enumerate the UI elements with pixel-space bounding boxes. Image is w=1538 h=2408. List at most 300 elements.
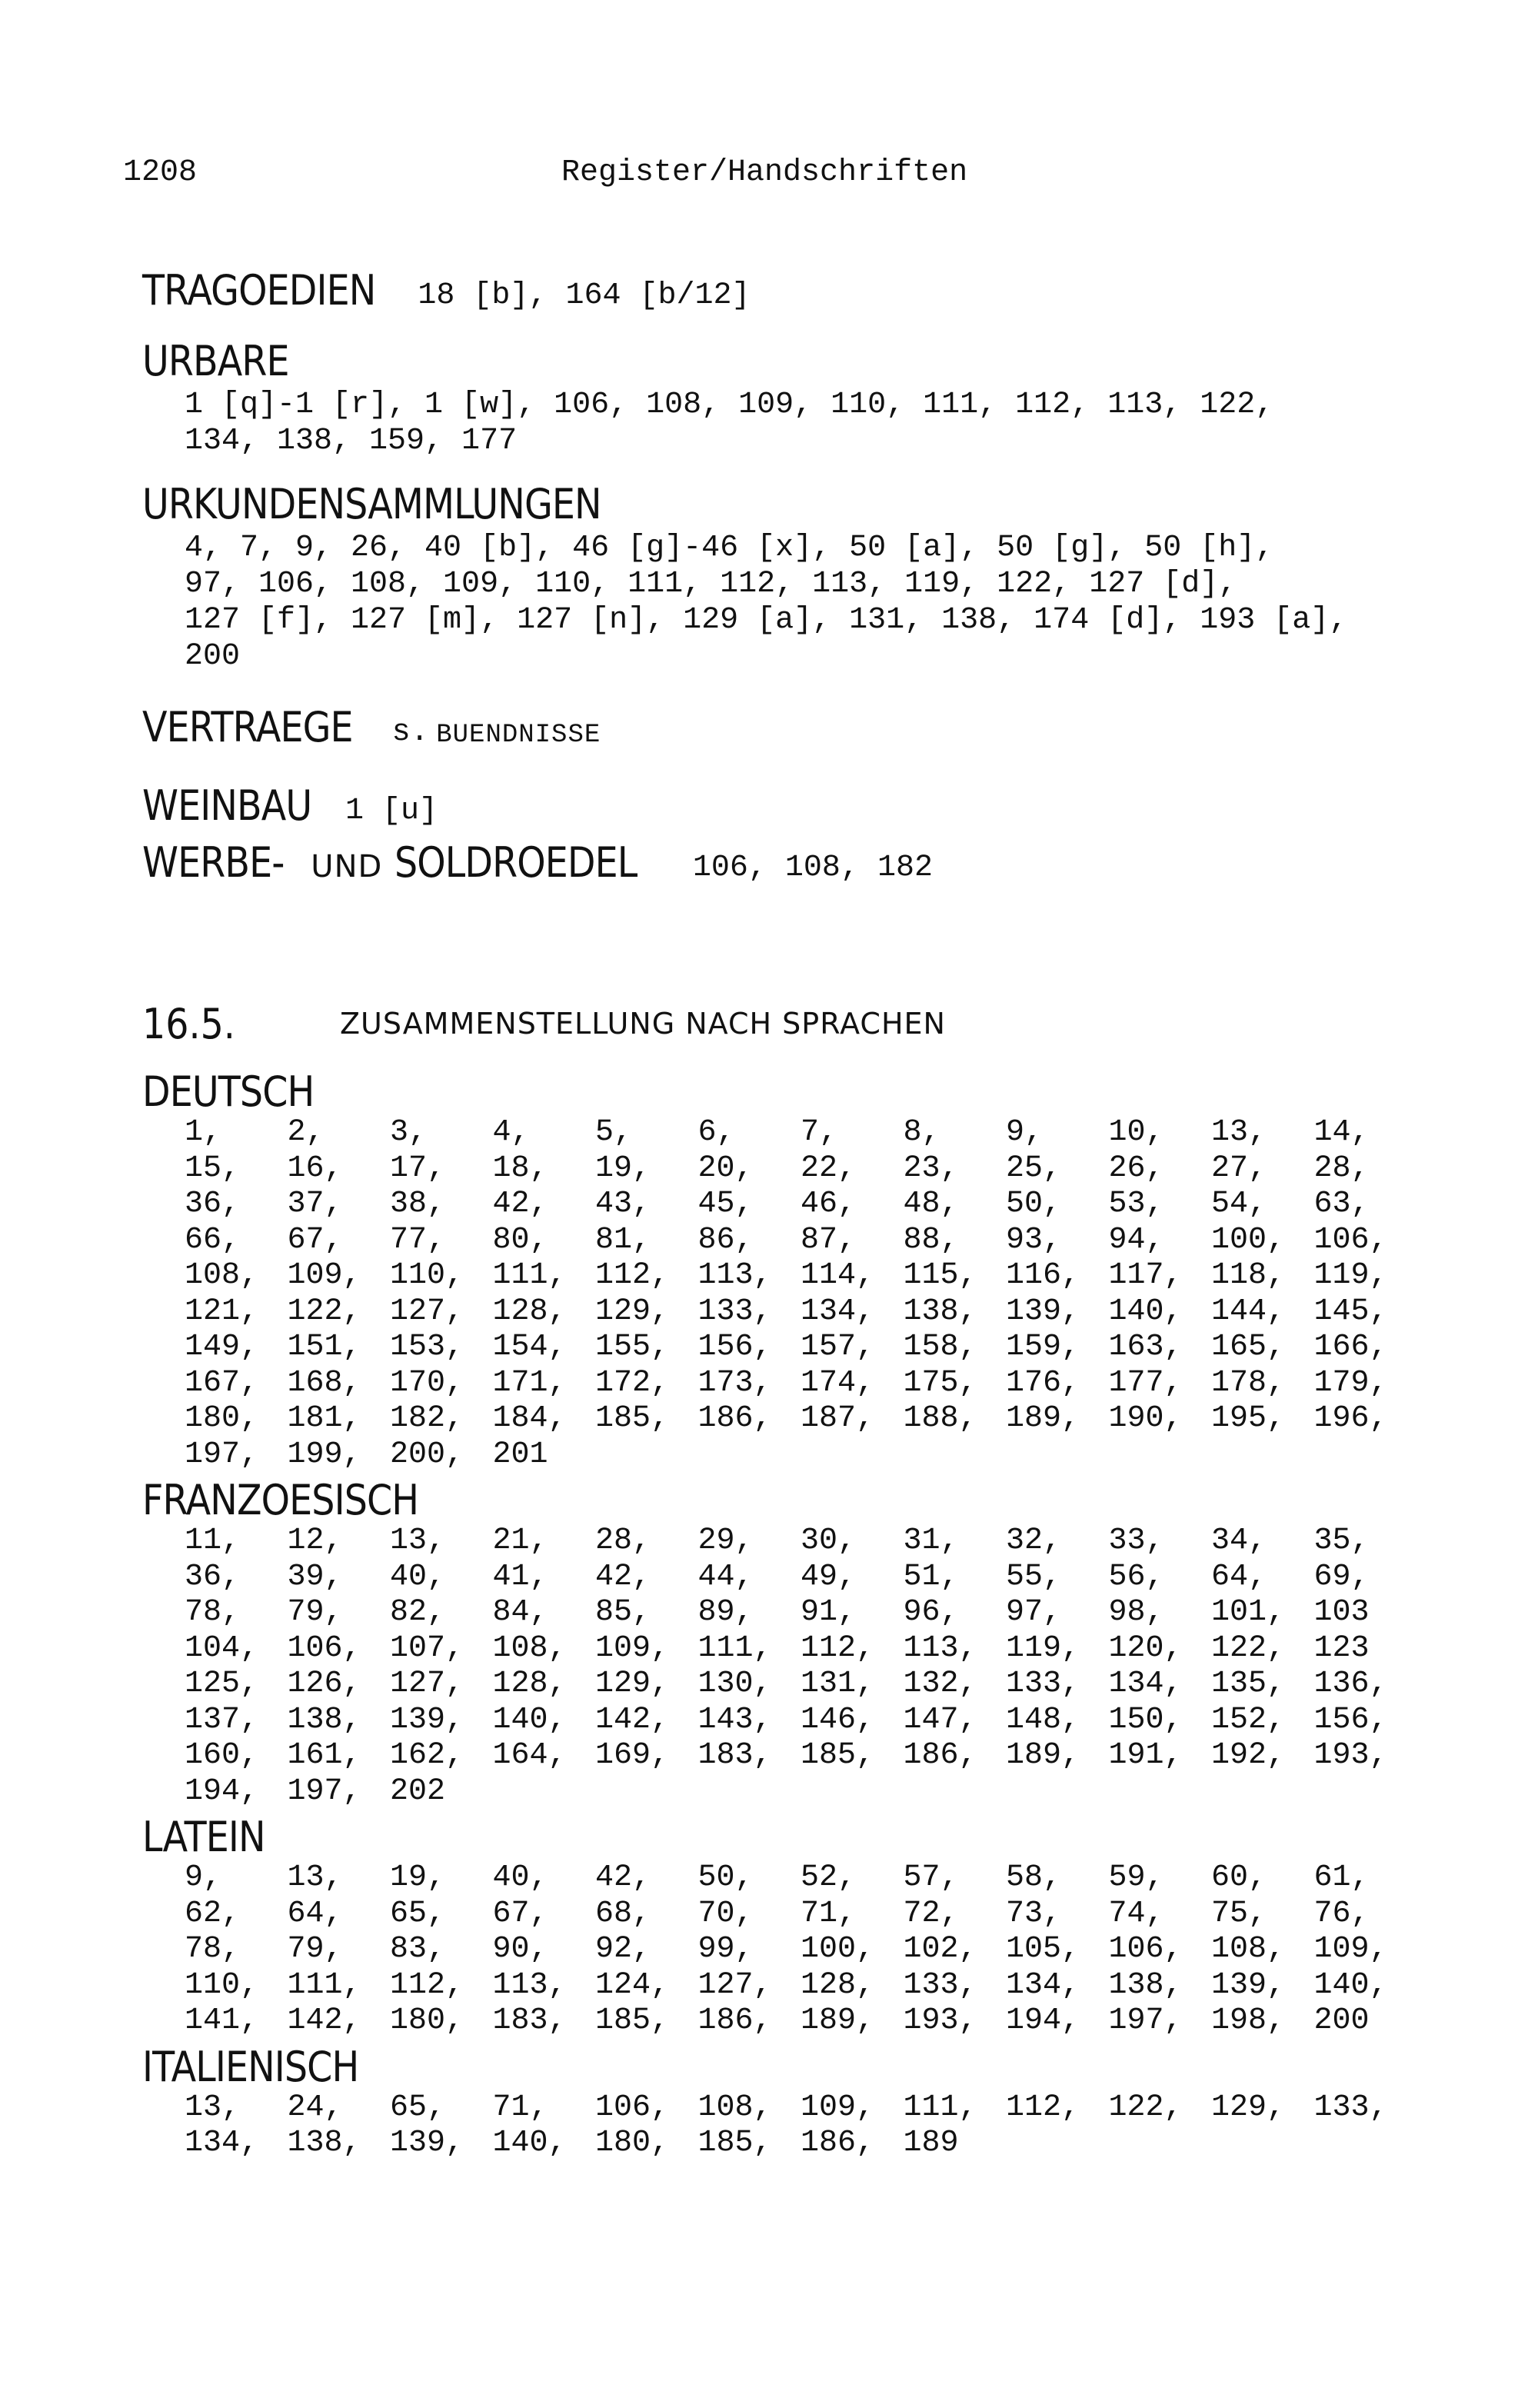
manuscript-number: 129, — [595, 1667, 670, 1701]
manuscript-number: 154, — [492, 1330, 567, 1364]
manuscript-number: 136, — [1313, 1667, 1388, 1701]
manuscript-number: 80, — [492, 1222, 548, 1257]
manuscript-number: 184, — [492, 1401, 567, 1436]
manuscript-number: 200, — [390, 1437, 464, 1472]
manuscript-number: 81, — [595, 1222, 651, 1257]
entry-refs-line: 127 [f], 127 [m], 127 [n], 129 [a], 131, 138, 174 [d], 193 [a], — [185, 603, 1348, 638]
manuscript-number: 140, — [492, 1702, 567, 1737]
language-section — [142, 2044, 1496, 2162]
manuscript-number: 46, — [801, 1187, 857, 1221]
manuscript-number: 156, — [1313, 1702, 1388, 1737]
manuscript-number: 122, — [1211, 1630, 1286, 1666]
manuscript-number: 7, — [801, 1115, 838, 1150]
manuscript-number: 54, — [1211, 1187, 1267, 1221]
manuscript-number: 112, — [595, 1258, 670, 1293]
entry-refs-line: 97, 106, 108, 109, 110, 111, 112, 113, 119, 122, 127 [d], — [185, 567, 1237, 601]
manuscript-number-grid — [185, 2090, 1496, 2162]
manuscript-number: 178, — [1211, 1365, 1286, 1401]
manuscript-number: 183, — [697, 1738, 772, 1773]
manuscript-number: 159, — [1006, 1330, 1080, 1364]
language-heading: LATEIN — [142, 1813, 265, 1861]
manuscript-number: 22, — [801, 1151, 857, 1186]
entry-refs-line: 134, 138, 159, 177 — [185, 424, 518, 458]
manuscript-number-grid — [185, 1860, 1496, 2040]
manuscript-number: 67, — [492, 1896, 548, 1931]
manuscript-number: 151, — [287, 1330, 361, 1364]
manuscript-number: 13, — [1211, 1115, 1267, 1150]
manuscript-number: 78, — [185, 1595, 241, 1630]
manuscript-number: 186, — [697, 2003, 772, 2038]
manuscript-number-grid — [185, 1115, 1496, 1473]
manuscript-number: 157, — [801, 1330, 875, 1364]
manuscript-number: 103 — [1313, 1595, 1370, 1630]
manuscript-number: 189, — [1006, 1401, 1080, 1436]
manuscript-number: 67, — [287, 1222, 343, 1257]
manuscript-number: 171, — [492, 1365, 567, 1401]
manuscript-number: 37, — [287, 1187, 343, 1221]
manuscript-number: 65, — [390, 2090, 446, 2125]
manuscript-number: 89, — [697, 1595, 754, 1630]
manuscript-number: 60, — [1211, 1860, 1267, 1895]
manuscript-number: 156, — [697, 1330, 772, 1364]
manuscript-number: 26, — [1108, 1151, 1164, 1186]
manuscript-number: 3, — [390, 1115, 428, 1150]
manuscript-number: 110, — [185, 1967, 259, 2003]
entry-urbare — [142, 336, 1496, 459]
entry-tragoedien — [142, 265, 1496, 316]
manuscript-number: 138, — [1108, 1967, 1183, 2003]
entry-heading: URKUNDENSAMMLUNGEN — [142, 480, 601, 528]
manuscript-number: 164, — [492, 1738, 567, 1773]
entry-heading: URBARE — [142, 337, 289, 385]
manuscript-number: 118, — [1211, 1258, 1286, 1293]
manuscript-number: 135, — [1211, 1667, 1286, 1701]
manuscript-number: 78, — [185, 1932, 241, 1967]
manuscript-number: 112, — [1006, 2090, 1080, 2125]
manuscript-number: 162, — [390, 1738, 464, 1773]
manuscript-number: 131, — [801, 1667, 875, 1701]
manuscript-number: 111, — [492, 1258, 567, 1293]
manuscript-number: 90, — [492, 1932, 548, 1967]
manuscript-number: 72, — [903, 1896, 959, 1931]
manuscript-number: 190, — [1108, 1401, 1183, 1436]
section-heading — [142, 1000, 946, 1048]
manuscript-number: 91, — [801, 1595, 857, 1630]
manuscript-number: 180, — [185, 1401, 259, 1436]
entry-refs-line: 4, 7, 9, 26, 40 [b], 46 [g]-46 [x], 50 [a], 50 [g], 50 [h], — [185, 531, 1274, 565]
section-number: 16.5. — [142, 1000, 235, 1048]
manuscript-number: 194, — [1006, 2003, 1080, 2038]
manuscript-number: 189, — [801, 2003, 875, 2038]
manuscript-number: 50, — [1006, 1187, 1062, 1221]
entry-refs: 106, 108, 182 — [692, 851, 933, 885]
manuscript-number: 39, — [287, 1559, 343, 1594]
manuscript-number: 71, — [801, 1896, 857, 1931]
manuscript-number: 88, — [903, 1222, 959, 1257]
manuscript-number: 19, — [390, 1860, 446, 1895]
manuscript-number: 58, — [1006, 1860, 1062, 1895]
manuscript-number: 128, — [492, 1667, 567, 1701]
manuscript-number: 198, — [1211, 2003, 1286, 2038]
manuscript-number: 191, — [1108, 1738, 1183, 1773]
manuscript-number: 146, — [801, 1702, 875, 1737]
manuscript-number: 74, — [1108, 1896, 1164, 1931]
manuscript-number: 134, — [1108, 1667, 1183, 1701]
manuscript-number: 16, — [287, 1151, 343, 1186]
manuscript-number: 82, — [390, 1595, 446, 1630]
manuscript-number: 189 — [903, 2126, 959, 2160]
manuscript-number: 36, — [185, 1187, 241, 1221]
manuscript-number: 27, — [1211, 1151, 1267, 1186]
manuscript-number: 4, — [492, 1115, 530, 1150]
manuscript-number: 133, — [903, 1967, 977, 2003]
entry-weinbau — [142, 781, 1496, 831]
manuscript-number: 42, — [595, 1559, 651, 1594]
entry-heading: WEINBAU — [142, 781, 312, 830]
manuscript-number: 126, — [287, 1667, 361, 1701]
manuscript-number: 15, — [185, 1151, 241, 1186]
manuscript-number: 133, — [697, 1294, 772, 1329]
manuscript-number: 113, — [903, 1630, 977, 1666]
manuscript-number: 181, — [287, 1401, 361, 1436]
see-prefix: s. — [391, 715, 429, 750]
manuscript-number: 125, — [185, 1667, 259, 1701]
manuscript-number: 28, — [1313, 1151, 1370, 1186]
manuscript-number: 185, — [595, 2003, 670, 2038]
manuscript-number: 33, — [1108, 1524, 1164, 1558]
manuscript-number: 105, — [1006, 1932, 1080, 1967]
manuscript-number: 10, — [1108, 1115, 1164, 1150]
manuscript-number: 138, — [287, 1702, 361, 1737]
manuscript-number: 13, — [390, 1524, 446, 1558]
manuscript-number: 108, — [185, 1258, 259, 1293]
manuscript-number: 53, — [1108, 1187, 1164, 1221]
manuscript-number: 41, — [492, 1559, 548, 1594]
entry-connector: UND — [311, 849, 383, 884]
manuscript-number: 109, — [801, 2090, 875, 2125]
manuscript-number: 193, — [1313, 1738, 1388, 1773]
manuscript-number: 79, — [287, 1932, 343, 1967]
manuscript-number: 106, — [1313, 1222, 1388, 1257]
manuscript-number: 177, — [1108, 1365, 1183, 1401]
manuscript-number: 130, — [697, 1667, 772, 1701]
manuscript-number: 186, — [801, 2126, 875, 2160]
manuscript-number: 61, — [1313, 1860, 1370, 1895]
language-heading: FRANZOESISCH — [142, 1476, 419, 1524]
manuscript-number: 121, — [185, 1294, 259, 1329]
manuscript-number: 143, — [697, 1702, 772, 1737]
manuscript-number: 17, — [390, 1151, 446, 1186]
language-section — [142, 1069, 1496, 1473]
manuscript-number: 59, — [1108, 1860, 1164, 1895]
manuscript-number: 132, — [903, 1667, 977, 1701]
manuscript-number: 134, — [1006, 1967, 1080, 2003]
manuscript-number: 134, — [185, 2126, 259, 2160]
manuscript-number: 43, — [595, 1187, 651, 1221]
manuscript-number: 153, — [390, 1330, 464, 1364]
manuscript-number: 195, — [1211, 1401, 1286, 1436]
manuscript-number: 28, — [595, 1524, 651, 1558]
manuscript-number: 176, — [1006, 1365, 1080, 1401]
manuscript-number: 173, — [697, 1365, 772, 1401]
manuscript-number: 42, — [595, 1860, 651, 1895]
manuscript-number: 13, — [185, 2090, 241, 2125]
manuscript-number: 127, — [390, 1667, 464, 1701]
manuscript-number: 100, — [1211, 1222, 1286, 1257]
manuscript-number: 187, — [801, 1401, 875, 1436]
page-header — [123, 154, 1415, 192]
manuscript-number: 31, — [903, 1524, 959, 1558]
manuscript-number: 128, — [492, 1294, 567, 1329]
manuscript-number: 197, — [1108, 2003, 1183, 2038]
entry-refs: 1 [u] — [345, 794, 438, 828]
manuscript-number: 44, — [697, 1559, 754, 1594]
manuscript-number: 180, — [595, 2126, 670, 2160]
manuscript-number: 11, — [185, 1524, 241, 1558]
manuscript-number: 107, — [390, 1630, 464, 1666]
manuscript-number: 29, — [697, 1524, 754, 1558]
manuscript-number: 185, — [801, 1738, 875, 1773]
manuscript-number: 188, — [903, 1401, 977, 1436]
register-block — [142, 265, 1496, 908]
manuscript-number: 13, — [287, 1860, 343, 1895]
manuscript-number: 6, — [697, 1115, 735, 1150]
manuscript-number: 115, — [903, 1258, 977, 1293]
manuscript-number: 161, — [287, 1738, 361, 1773]
manuscript-number: 174, — [801, 1365, 875, 1401]
manuscript-number-grid — [185, 1524, 1496, 1810]
manuscript-number: 71, — [492, 2090, 548, 2125]
manuscript-number: 69, — [1313, 1559, 1370, 1594]
manuscript-number: 160, — [185, 1738, 259, 1773]
manuscript-number: 168, — [287, 1365, 361, 1401]
manuscript-number: 133, — [1313, 2090, 1388, 2125]
manuscript-number: 106, — [1108, 1932, 1183, 1967]
manuscript-number: 9, — [185, 1860, 222, 1895]
manuscript-number: 50, — [697, 1860, 754, 1895]
manuscript-number: 21, — [492, 1524, 548, 1558]
manuscript-number: 12, — [287, 1524, 343, 1558]
language-section — [142, 1477, 1496, 1810]
manuscript-number: 167, — [185, 1365, 259, 1401]
manuscript-number: 199, — [287, 1437, 361, 1472]
manuscript-number: 119, — [1313, 1258, 1388, 1293]
manuscript-number: 66, — [185, 1222, 241, 1257]
manuscript-number: 42, — [492, 1187, 548, 1221]
manuscript-number: 97, — [1006, 1595, 1062, 1630]
manuscript-number: 23, — [903, 1151, 959, 1186]
manuscript-number: 142, — [595, 1702, 670, 1737]
manuscript-number: 170, — [390, 1365, 464, 1401]
manuscript-number: 185, — [697, 2126, 772, 2160]
manuscript-number: 120, — [1108, 1630, 1183, 1666]
manuscript-number: 127, — [390, 1294, 464, 1329]
manuscript-number: 52, — [801, 1860, 857, 1895]
manuscript-number: 128, — [801, 1967, 875, 2003]
manuscript-number: 92, — [595, 1932, 651, 1967]
manuscript-number: 172, — [595, 1365, 670, 1401]
entry-heading: VERTRAEGE — [142, 703, 353, 751]
manuscript-number: 19, — [595, 1151, 651, 1186]
manuscript-number: 148, — [1006, 1702, 1080, 1737]
manuscript-number: 152, — [1211, 1702, 1286, 1737]
manuscript-number: 185, — [595, 1401, 670, 1436]
manuscript-number: 24, — [287, 2090, 343, 2125]
entry-refs: 18 [b], 164 [b/12] — [418, 278, 751, 313]
manuscript-number: 139, — [1211, 1967, 1286, 2003]
manuscript-number: 166, — [1313, 1330, 1388, 1364]
entry-refs-line: 200 — [185, 639, 241, 674]
entry-urkundensammlungen — [142, 479, 1496, 674]
manuscript-number: 186, — [697, 1401, 772, 1436]
manuscript-number: 117, — [1108, 1258, 1183, 1293]
manuscript-number: 112, — [390, 1967, 464, 2003]
manuscript-number: 145, — [1313, 1294, 1388, 1329]
manuscript-number: 8, — [903, 1115, 940, 1150]
manuscript-number: 96, — [903, 1595, 959, 1630]
running-title: Register/Handschriften — [561, 155, 968, 190]
manuscript-number: 63, — [1313, 1187, 1370, 1221]
manuscript-number: 51, — [903, 1559, 959, 1594]
manuscript-number: 196, — [1313, 1401, 1388, 1436]
manuscript-number: 1, — [185, 1115, 222, 1150]
manuscript-number: 183, — [492, 2003, 567, 2038]
manuscript-number: 109, — [1313, 1932, 1388, 1967]
manuscript-number: 140, — [1108, 1294, 1183, 1329]
manuscript-number: 139, — [1006, 1294, 1080, 1329]
manuscript-number: 201 — [492, 1437, 548, 1472]
manuscript-number: 112, — [801, 1630, 875, 1666]
manuscript-number: 14, — [1313, 1115, 1370, 1150]
manuscript-number: 129, — [1211, 2090, 1286, 2125]
manuscript-number: 163, — [1108, 1330, 1183, 1364]
manuscript-number: 18, — [492, 1151, 548, 1186]
manuscript-number: 129, — [595, 1294, 670, 1329]
manuscript-number: 140, — [1313, 1967, 1388, 2003]
manuscript-number: 62, — [185, 1896, 241, 1931]
manuscript-number: 193, — [903, 2003, 977, 2038]
manuscript-number: 93, — [1006, 1222, 1062, 1257]
manuscript-number: 194, — [185, 1774, 259, 1809]
manuscript-number: 144, — [1211, 1294, 1286, 1329]
manuscript-number: 76, — [1313, 1896, 1370, 1931]
manuscript-number: 192, — [1211, 1738, 1286, 1773]
manuscript-number: 124, — [595, 1967, 670, 2003]
manuscript-number: 79, — [287, 1595, 343, 1630]
manuscript-number: 150, — [1108, 1702, 1183, 1737]
manuscript-number: 142, — [287, 2003, 361, 2038]
manuscript-number: 64, — [287, 1896, 343, 1931]
manuscript-number: 45, — [697, 1187, 754, 1221]
manuscript-number: 68, — [595, 1896, 651, 1931]
manuscript-number: 138, — [287, 2126, 361, 2160]
manuscript-number: 197, — [185, 1437, 259, 1472]
manuscript-number: 165, — [1211, 1330, 1286, 1364]
manuscript-number: 149, — [185, 1330, 259, 1364]
manuscript-number: 179, — [1313, 1365, 1388, 1401]
manuscript-number: 85, — [595, 1595, 651, 1630]
language-section — [142, 1814, 1496, 2040]
manuscript-number: 133, — [1006, 1667, 1080, 1701]
manuscript-number: 139, — [390, 1702, 464, 1737]
manuscript-number: 40, — [390, 1559, 446, 1594]
manuscript-number: 202 — [390, 1774, 446, 1809]
manuscript-number: 111, — [287, 1967, 361, 2003]
manuscript-number: 101, — [1211, 1595, 1286, 1630]
manuscript-number: 114, — [801, 1258, 875, 1293]
entry-heading-cont: SOLDROEDEL — [394, 838, 638, 887]
manuscript-number: 5, — [595, 1115, 633, 1150]
manuscript-number: 147, — [903, 1702, 977, 1737]
manuscript-number: 100, — [801, 1932, 875, 1967]
manuscript-number: 140, — [492, 2126, 567, 2160]
manuscript-number: 169, — [595, 1738, 670, 1773]
manuscript-number: 182, — [390, 1401, 464, 1436]
manuscript-number: 113, — [492, 1967, 567, 2003]
manuscript-number: 106, — [287, 1630, 361, 1666]
manuscript-number: 49, — [801, 1559, 857, 1594]
language-list — [142, 1069, 1496, 2167]
manuscript-number: 108, — [697, 2090, 772, 2125]
language-heading: DEUTSCH — [142, 1067, 315, 1116]
manuscript-number: 84, — [492, 1595, 548, 1630]
manuscript-number: 48, — [903, 1187, 959, 1221]
manuscript-number: 56, — [1108, 1559, 1164, 1594]
manuscript-number: 64, — [1211, 1559, 1267, 1594]
manuscript-number: 102, — [903, 1932, 977, 1967]
manuscript-number: 75, — [1211, 1896, 1267, 1931]
manuscript-number: 158, — [903, 1330, 977, 1364]
entry-heading: TRAGOEDIEN — [142, 266, 376, 315]
manuscript-number: 127, — [697, 1967, 772, 2003]
manuscript-number: 134, — [801, 1294, 875, 1329]
manuscript-number: 111, — [903, 2090, 977, 2125]
manuscript-number: 94, — [1108, 1222, 1164, 1257]
manuscript-number: 139, — [390, 2126, 464, 2160]
page-number: 1208 — [123, 155, 198, 190]
manuscript-number: 65, — [390, 1896, 446, 1931]
manuscript-number: 35, — [1313, 1524, 1370, 1558]
manuscript-number: 109, — [595, 1630, 670, 1666]
manuscript-number: 36, — [185, 1559, 241, 1594]
manuscript-number: 32, — [1006, 1524, 1062, 1558]
manuscript-number: 86, — [697, 1222, 754, 1257]
manuscript-number: 2, — [287, 1115, 325, 1150]
manuscript-number: 34, — [1211, 1524, 1267, 1558]
entry-refs-line: 1 [q]-1 [r], 1 [w], 106, 108, 109, 110, 111, 112, 113, 122, — [185, 388, 1274, 422]
manuscript-number: 83, — [390, 1932, 446, 1967]
manuscript-number: 104, — [185, 1630, 259, 1666]
manuscript-number: 119, — [1006, 1630, 1080, 1666]
manuscript-number: 99, — [697, 1932, 754, 1967]
see-reference: BUENDNISSE — [436, 721, 601, 750]
section-title: ZUSAMMENSTELLUNG NACH SPRACHEN — [340, 1007, 946, 1041]
manuscript-number: 70, — [697, 1896, 754, 1931]
manuscript-number: 155, — [595, 1330, 670, 1364]
manuscript-number: 200 — [1313, 2003, 1370, 2038]
manuscript-number: 108, — [492, 1630, 567, 1666]
manuscript-number: 77, — [390, 1222, 446, 1257]
manuscript-number: 116, — [1006, 1258, 1080, 1293]
entry-vertraege — [142, 702, 1496, 753]
manuscript-number: 189, — [1006, 1738, 1080, 1773]
entry-heading: WERBE- — [142, 838, 285, 887]
manuscript-number: 186, — [903, 1738, 977, 1773]
manuscript-number: 106, — [595, 2090, 670, 2125]
manuscript-number: 110, — [390, 1258, 464, 1293]
entry-werbe-und-soldroedel — [142, 838, 1496, 888]
manuscript-number: 55, — [1006, 1559, 1062, 1594]
